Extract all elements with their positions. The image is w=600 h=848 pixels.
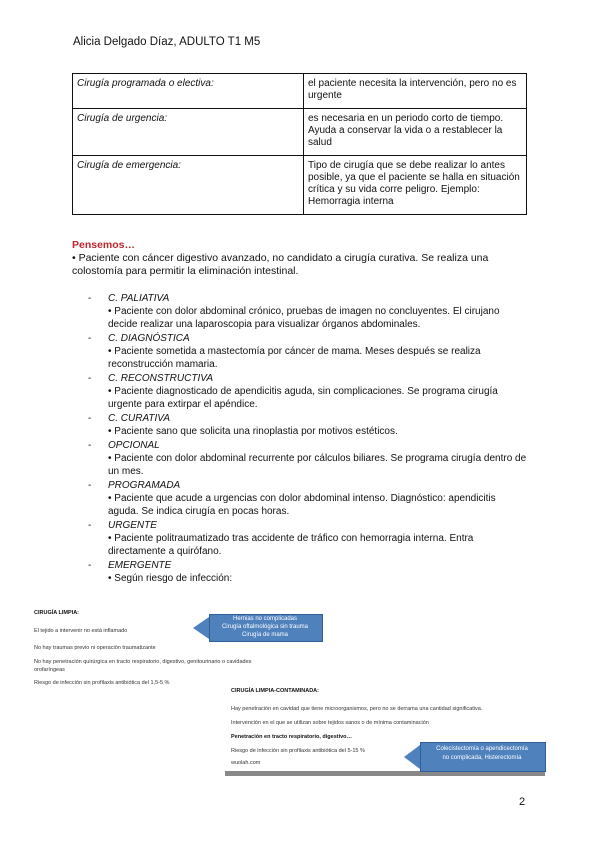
- list-dash: -: [88, 413, 92, 424]
- list-item-text: • Paciente sano que solicita una rinoplastia por motivos estéticos.: [108, 426, 398, 437]
- page-header: Alicia Delgado Díaz, ADULTO T1 M5: [73, 36, 261, 48]
- list-item: [88, 519, 528, 558]
- list-item-label: URGENTE: [108, 520, 157, 531]
- list-item-text: • Según riesgo de infección:: [108, 573, 233, 584]
- surgery-definitions-table: [72, 73, 527, 215]
- callout-contaminada-examples: [404, 742, 544, 770]
- image-heading: CIRUGÍA LIMPIA-CONTAMINADA:: [231, 688, 319, 694]
- table-row: [73, 74, 527, 109]
- table-row: [73, 156, 527, 215]
- list-item: [88, 479, 528, 518]
- term-cell: Cirugía de emergencia:: [73, 156, 304, 215]
- list-dash: -: [88, 520, 92, 531]
- callout-line: Hernias no complicadas: [232, 616, 298, 622]
- list-dash: -: [88, 293, 92, 304]
- list-item-text: • Paciente con dolor abdominal recurrente por cálculos biliares. Se programa cirugía dentro de un mes.: [108, 453, 527, 477]
- left-arrow-icon: [404, 745, 420, 769]
- list-dash: -: [88, 440, 92, 451]
- left-arrow-icon: [193, 617, 209, 639]
- image-heading: CIRUGÍA LIMPIA:: [34, 610, 80, 616]
- list-item-text: • Paciente diagnosticado de apendicitis aguda, sin complicaciones. Se programa cirugía urgente para extirpar el apéndice.: [108, 386, 498, 410]
- term-cell: Cirugía programada o electiva:: [73, 74, 304, 109]
- page-number: 2: [519, 796, 526, 808]
- list-dash: -: [88, 480, 92, 491]
- pensemos-text: • Paciente con cáncer digestivo avanzado, no candidato a cirugía curativa. Se realiza una colostomía para permitir la eliminación intestinal.: [72, 252, 489, 277]
- list-item-text: • Paciente que acude a urgencias con dolor abdominal intenso. Diagnóstico: apendicitis aguda. Se indica cirugía en pocas horas.: [108, 493, 496, 517]
- watermark-text: wuolah.com: [231, 760, 261, 766]
- list-item-text: • Paciente politraumatizado tras accidente de tráfico con hemorragia interna. Entra directamente a quirófano.: [108, 533, 474, 557]
- pensemos-section: [72, 239, 534, 278]
- image-line: Riesgo de infección sin profilaxis antibiótica del 5-15 %: [231, 748, 365, 754]
- list-item-label: C. PALIATIVA: [108, 293, 170, 304]
- list-item-label: C. RECONSTRUCTIVA: [108, 373, 214, 384]
- definition-cell: es necesaria en un periodo corto de tiempo. Ayuda a conservar la vida o a restablecer la salud: [304, 109, 527, 156]
- image-line: No hay traumas previo ni operación traumatizante: [34, 645, 156, 651]
- list-item: [88, 372, 528, 411]
- surgery-type-list: [88, 292, 528, 586]
- term-cell: Cirugía de urgencia:: [73, 109, 304, 156]
- table-row: [73, 109, 527, 156]
- image-line: Riesgo de infección sin profilaxis antibiótica del 1,5-5 %: [34, 680, 170, 686]
- list-item: [88, 412, 528, 438]
- list-item: [88, 332, 528, 371]
- list-item-label: EMERGENTE: [108, 560, 172, 571]
- callout-limpia-examples: [193, 614, 321, 640]
- list-item-label: PROGRAMADA: [108, 480, 181, 491]
- list-dash: -: [88, 560, 92, 571]
- callout-line: no complicada, Histerectomía: [442, 755, 522, 761]
- list-item: [88, 559, 528, 585]
- list-item: [88, 439, 528, 478]
- image-line: orofaríngeas: [34, 667, 65, 673]
- image-line: No hay penetración quirúrgica en tracto respiratorio, digestivo, genitourinario o cavidades: [34, 659, 252, 665]
- list-dash: -: [88, 373, 92, 384]
- callout-text: [420, 745, 544, 763]
- list-item-label: C. CURATIVA: [108, 413, 171, 424]
- image-line: El tejido a intervenir no está inflamado: [34, 628, 128, 634]
- callout-text: [209, 615, 321, 639]
- callout-line: Cirugía de mama: [241, 632, 289, 638]
- list-item-label: C. DIAGNÓSTICA: [108, 333, 190, 344]
- definition-cell: el paciente necesita la intervención, pero no es urgente: [304, 74, 527, 109]
- image-line: Hay penetración en cavidad que tiene microorganismos, pero no se derrama una cantidad significativa.: [231, 706, 483, 712]
- pensemos-title: Pensemos…: [72, 239, 136, 251]
- list-dash: -: [88, 333, 92, 344]
- image-line: Penetración en tracto respiratorio, digestivo…: [231, 734, 353, 740]
- image-line: Intervención en el que se utilizan sobre tejidos sanos o de mínima contaminación: [231, 720, 429, 726]
- callout-line: Colecistectomía o apendicectomía: [436, 746, 528, 752]
- list-item: [88, 292, 528, 331]
- list-item-text: • Paciente con dolor abdominal crónico, pruebas de imagen no concluyentes. El cirujano decide realizar una laparoscopia para visualizar órganos abdominales.: [108, 306, 500, 330]
- list-item-text: • Paciente sometida a mastectomía por cáncer de mama. Meses después se realiza reconstrucción mamaria.: [108, 346, 481, 370]
- callout-line: Cirugía oftalmológica sin trauma: [221, 624, 309, 630]
- list-item-label: OPCIONAL: [108, 440, 160, 451]
- definition-cell: Tipo de cirugía que se debe realizar lo antes posible, ya que el paciente se halla en situación crítica y su vida corre peligro. Ejemplo: Hemorragia interna: [304, 156, 527, 215]
